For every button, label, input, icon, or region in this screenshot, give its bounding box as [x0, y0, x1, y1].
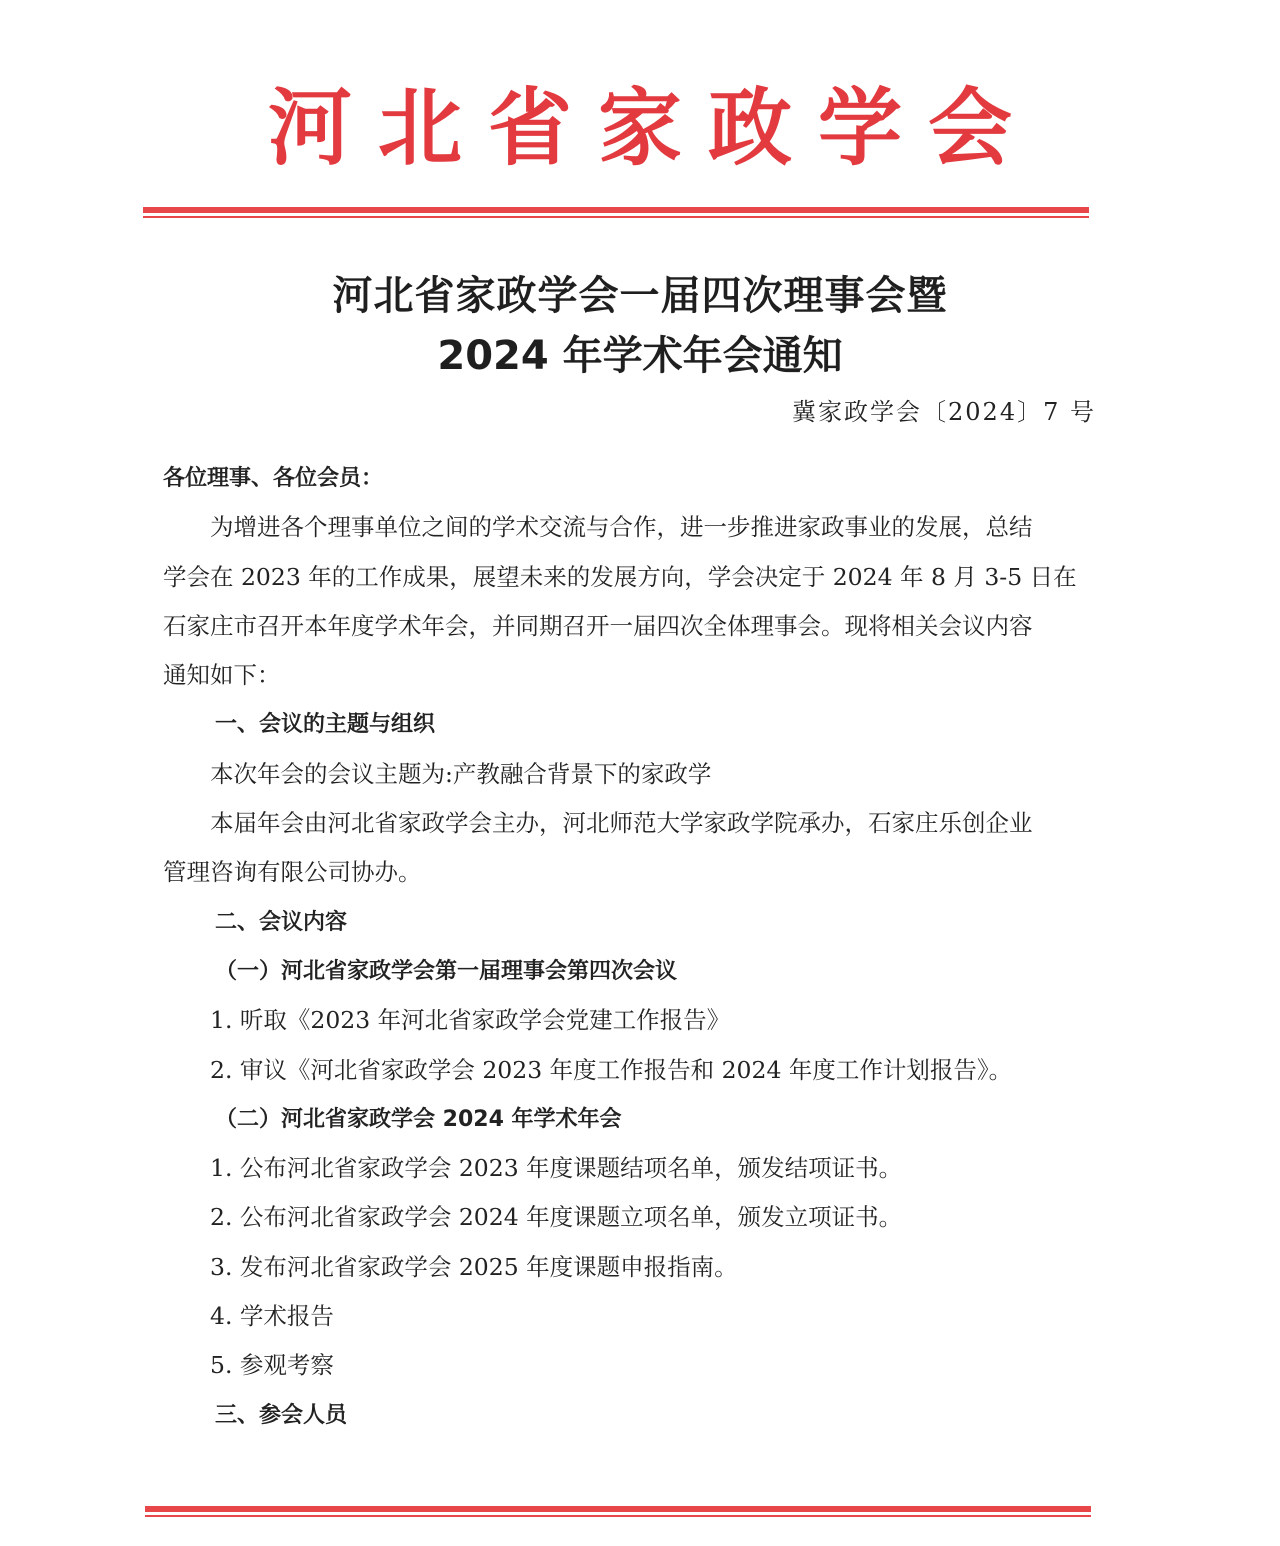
list-item: 1. 听取《2023 年河北省家政学会党建工作报告》 [210, 1006, 731, 1035]
intro-paragraph-line: 石家庄市召开本年度学术年会，并同期召开一届四次全体理事会。现将相关会议内容 [163, 611, 1033, 640]
list-item: 3. 发布河北省家政学会 2025 年度课题申报指南。 [210, 1252, 738, 1281]
section-2-part-2-heading: （二）河北省家政学会 2024 年学术年会 [215, 1106, 622, 1132]
document-title-line-2: 2024 年学术年会通知 [437, 333, 843, 379]
section-2-heading: 二、会议内容 [215, 909, 348, 935]
list-item: 4. 学术报告 [210, 1302, 334, 1331]
letterhead-red-rule [143, 207, 1089, 218]
footer-red-rule [145, 1506, 1091, 1517]
list-item: 2. 公布河北省家政学会 2024 年度课题立项名单，颁发立项证书。 [210, 1203, 903, 1232]
letterhead-org-name: 河北省家政学会 [267, 78, 1038, 177]
document-body [163, 454, 1098, 1440]
list-item: 5. 参观考察 [210, 1351, 334, 1380]
section-1-heading: 一、会议的主题与组织 [215, 712, 436, 738]
list-item: 2. 审议《河北省家政学会 2023 年度工作报告和 2024 年度工作计划报告》。 [210, 1055, 1013, 1084]
salutation: 各位理事、各位会员： [163, 466, 384, 491]
section-3-heading: 三、参会人员 [215, 1402, 348, 1428]
list-item: 1. 公布河北省家政学会 2023 年度课题结项名单，颁发结项证书。 [210, 1154, 903, 1183]
intro-paragraph-line: 通知如下： [163, 661, 281, 690]
intro-paragraph-line: 学会在 2023 年的工作成果，展望未来的发展方向，学会决定于 2024 年 8 月 3-5 日在 [163, 562, 1077, 591]
section-2-part-1-heading: （一）河北省家政学会第一届理事会第四次会议 [215, 958, 678, 984]
document-number: 冀家政学会〔2024〕7 号 [792, 398, 1096, 426]
section-1-theme: 本次年会的会议主题为:产教融合背景下的家政学 [210, 759, 712, 788]
section-1-organizer-line: 本届年会由河北省家政学会主办，河北师范大学家政学院承办，石家庄乐创企业 [210, 809, 1033, 838]
section-1-organizer-line: 管理咨询有限公司协办。 [163, 858, 422, 887]
intro-paragraph-line: 为增进各个理事单位之间的学术交流与合作，进一步推进家政事业的发展，总结 [210, 513, 1033, 542]
document-title-line-1: 河北省家政学会一届四次理事会暨 [332, 273, 948, 319]
